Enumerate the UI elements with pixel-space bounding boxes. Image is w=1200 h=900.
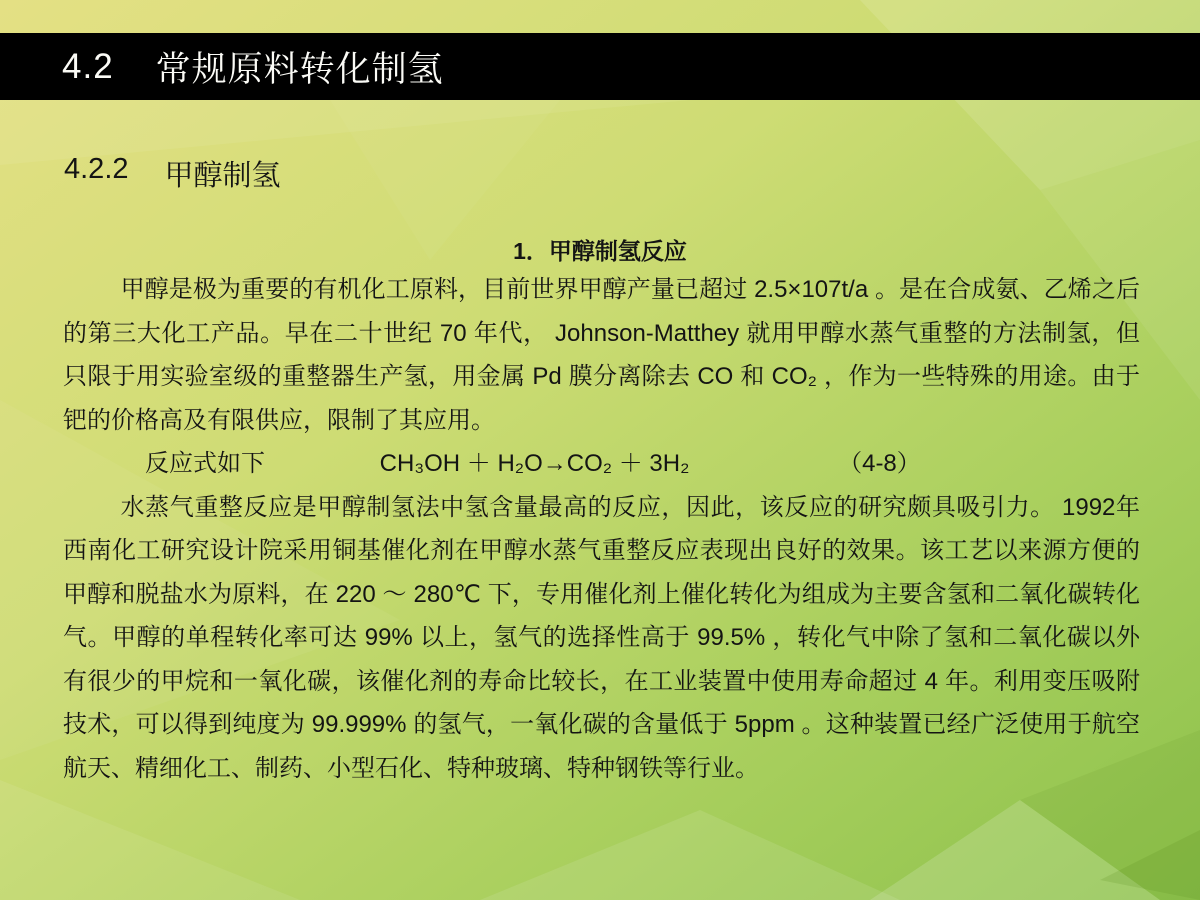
section-heading [64, 153, 281, 194]
section-number: 4.2.2 [64, 153, 129, 185]
paragraph-1: 甲醇是极为重要的有机化工原料，目前世界甲醇产量已超过 2.5×107t/a 。是在合成氨、乙烯之后的第三大化工产品。早在二十世纪 70 年代， Johnson-Matthey 就用甲醇水蒸气重整的方法制氢，但只限于用实验室级的重整器生产氢，用金属 Pd 膜分离除去 CO 和 CO₂ ，作为一些特殊的用途。由于钯的价格高及有限供应，限制了其应用。 [63, 276, 1140, 434]
paragraph-2: 水蒸气重整反应是甲醇制氢法中氢含量最高的反应，因此，该反应的研究颇具吸引力。 1992年西南化工研究设计院采用铜基催化剂在甲醇水蒸气重整反应表现出良好的效果。该工艺以来源方便的甲醇和脱盐水为原料，在 220 ～ 280℃ 下，专用催化剂上催化转化为组成为主要含氢和二氧化碳转化气。甲醇的单程转化率可达 99% 以上，氢气的选择性高于 99.5% ，转化气中除了氢和二氧化碳以外有很少的甲烷和一氧化碳，该催化剂的寿命比较长，在工业装置中使用寿命超过 4 年。利用变压吸附技术，可以得到纯度为 99.999% 的氢气，一氧化碳的含量低于 5ppm 。这种装置已经广泛使用于航空航天、精细化工、制药、小型石化、特种玻璃、特种钢铁等行业。 [63, 493, 1140, 782]
slide-title-bar [0, 33, 1200, 100]
section-title: 甲醇制氢 [164, 160, 281, 192]
slide-body [63, 268, 1140, 790]
chapter-title: 常规原料转化制氢 [155, 49, 444, 89]
equation-formula: CH₃OH ＋ H₂O→CO₂ ＋ 3H₂ [379, 450, 690, 477]
slide-subtitle: 1．甲醇制氢反应 [513, 238, 687, 264]
reaction-equation [63, 442, 1140, 486]
equation-label: 反应式如下 [145, 450, 265, 477]
chapter-number: 4.2 [62, 46, 114, 86]
equation-number: （4-8） [838, 450, 921, 477]
